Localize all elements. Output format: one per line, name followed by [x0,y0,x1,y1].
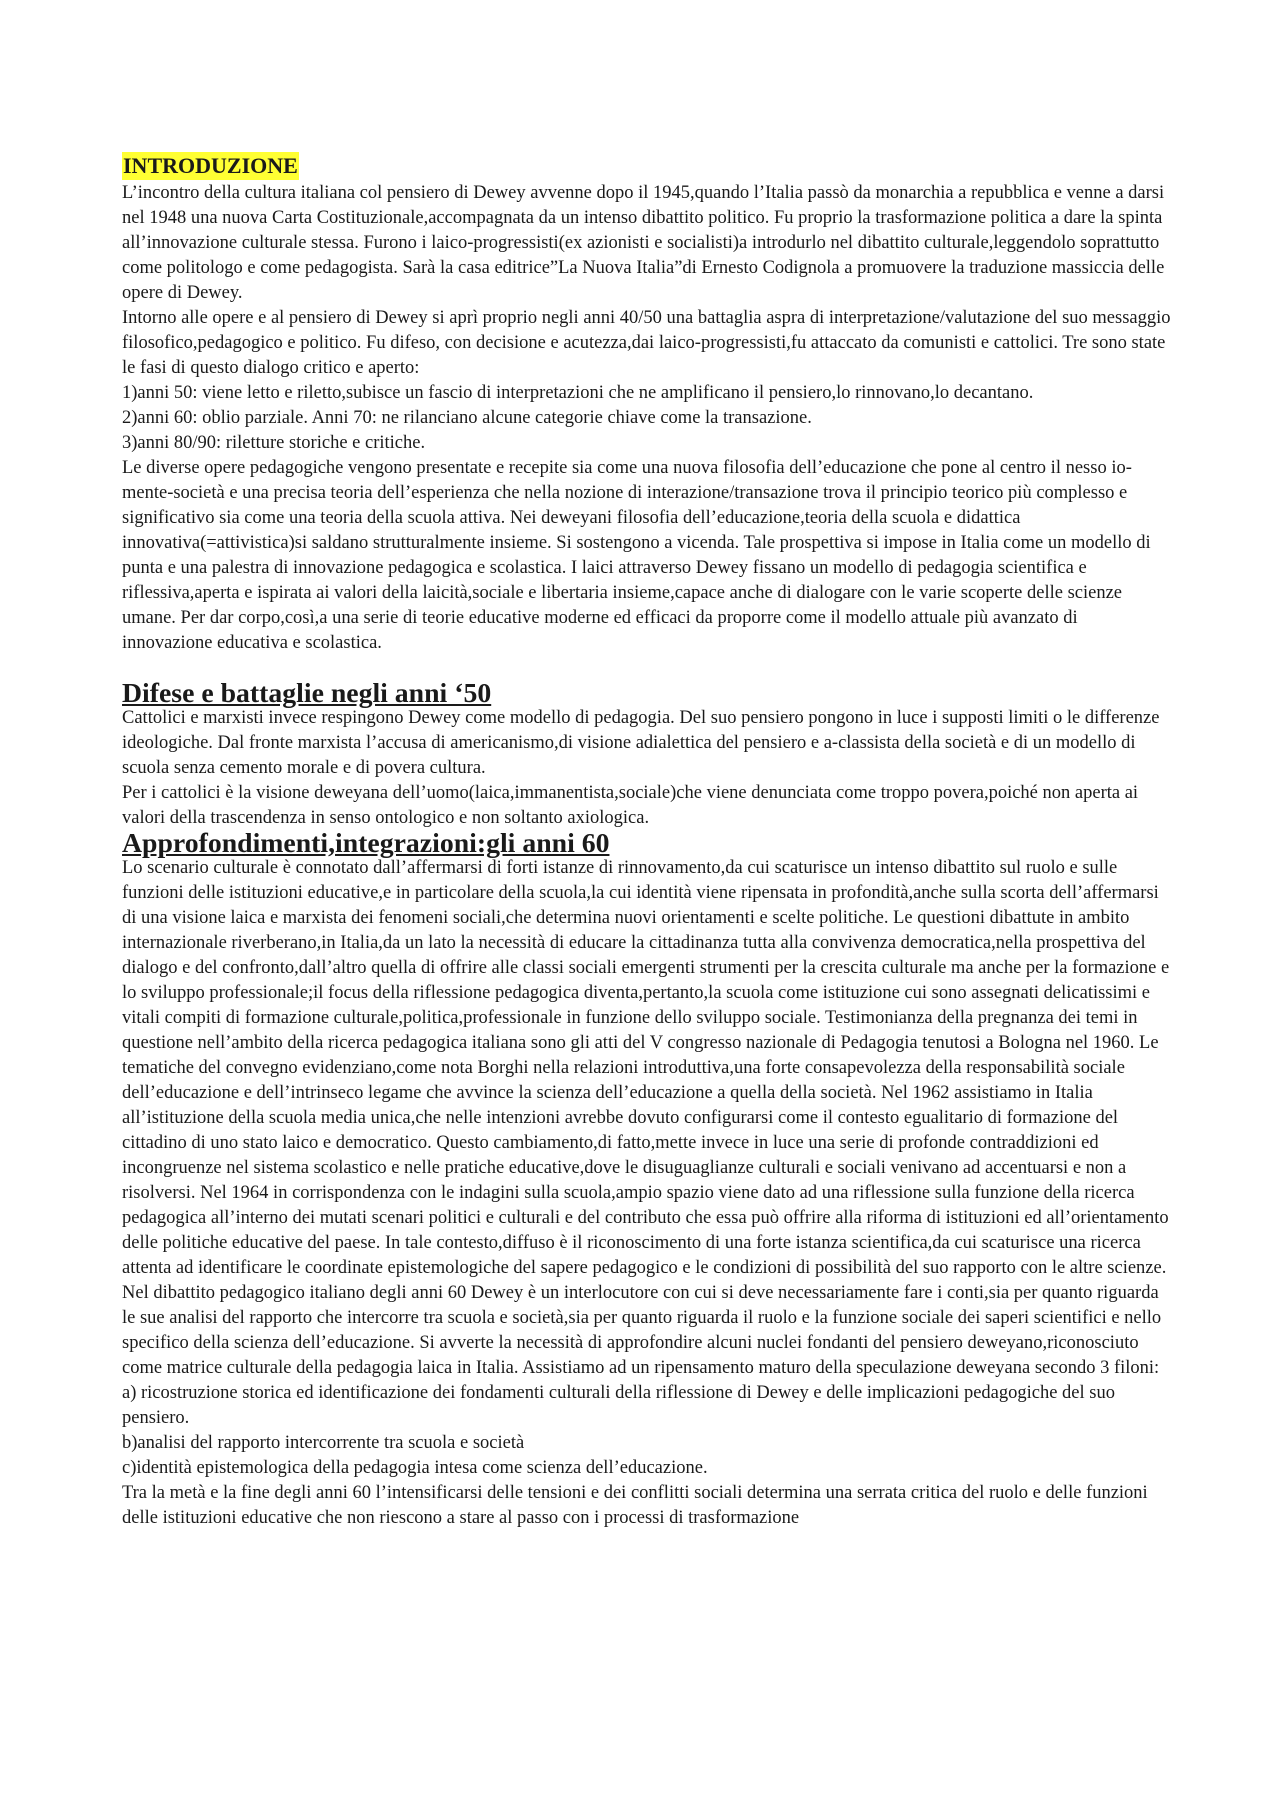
intro-paragraph: L’incontro della cultura italiana col pensiero di Dewey avvenne dopo il 1945,quando l’Italia passò da monarchia a repubblica e venne a darsi nel 1948 una nuova Carta Costituzionale,accompagnata da un intenso dibattito politico. Fu proprio la trasformazione politica a dare la spinta all’innovazione culturale stessa. Furono i laico-progressisti(ex azionisti e socialisti)a introdurlo nel dibattito culturale,leggendolo soprattutto come politologo e come pedagogista. Sarà la casa editrice”La Nuova Italia”di Ernesto Codignola a promuovere la traduzione massiccia delle opere di Dewey. [122,183,1165,303]
intro-list-item: 1)anni 50: viene letto e riletto,subisce un fascio di interpretazioni che ne amplificano il pensiero,lo rinnovano,lo decantano. [122,383,1034,403]
section-paragraph: Per i cattolici è la visione deweyana dell’uomo(laica,immanentista,sociale)che viene denunciata come troppo povera,poiché non aperta ai valori della trascendenza in senso ontologico e non soltanto axiologica. [122,783,1139,828]
document-page [122,152,1172,1531]
section-insights-60s [122,828,1172,1531]
intro-list-item: 2)anni 60: oblio parziale. Anni 70: ne rilanciano alcune categorie chiave come la transazione. [122,408,812,428]
section-paragraph: Lo scenario culturale è connotato dall’affermarsi di forti istanze di rinnovamento,da cui scaturisce un intenso dibattito sul ruolo e sulle funzioni delle istituzioni educative,e in particolare della scuola,la cui identità viene ripensata in profondità,anche sulla scorta dell’affermarsi di una visione laica e marxista dei fenomeni sociali,che determina nuovi orientamenti e scelte politiche. Le questioni dibattute in ambito internazionale riverberano,in Italia,da un lato la necessità di educare la cittadinanza tutta alla convivenza democratica,nella prospettiva del dialogo e del confronto,dall’altro quella di offrire alle classi sociali emergenti strumenti per la crescita culturale ma anche per la formazione e lo sviluppo professionale;il focus della riflessione pedagogica diventa,pertanto,la scuola come istituzione cui sono assegnati delicatissimi e vitali compiti di formazione culturale,politica,professionale in funzione dello sviluppo sociale. Testimonianza della pregnanza dei temi in questione nell’ambito della ricerca pedagogica italiana sono gli atti del V congresso nazionale di Pedagogia tenutosi a Bologna nel 1960. Le tematiche del convegno evidenziano,come nota Borghi nella relazioni introduttiva,una forte consapevolezza della responsabilità sociale dell’educazione e dell’intrinseco legame che avvince la scienza dell’educazione a quella della società. Nel 1962 assistiamo in Italia all’istituzione della scuola media unica,che nelle intenzioni avrebbe dovuto configurarsi come il contesto egualitario di formazione del cittadino di uno stato laico e democratico. Questo cambiamento,di fatto,mette invece in luce una serie di profonde contraddizioni ed incongruenze nel sistema scolastico e nelle pratiche educative,dove le disuguaglianze culturali e sociali venivano ad accentuarsi e non a risolversi. Nel 1964 in corrispondenza con le indagini sulla scuola,ampio spazio viene dato ad una riflessione sulla funzione della ricerca pedagogica all’interno dei mutati scenari politici e culturali e del contributo che essa può offrire alla riforma di istituzioni ed all’orientamento delle politiche educative del paese. In tale contesto,diffuso è il riconoscimento di una forte istanza scientifica,da cui scaturisce una ricerca attenta ad identificare le coordinate epistemologiche del sapere pedagogico e le condizioni di possibilità del suo rapporto con le altre scienze. Nel dibattito pedagogico italiano degli anni 60 Dewey è un interlocutore con cui si deve necessariamente fare i conti,sia per quanto riguarda le sue analisi del rapporto che intercorre tra scuola e società,sia per quanto riguarda il ruolo e la funzione sociale dei saperi scientifici e nello specifico della scienza dell’educazione. Si avverte la necessità di approfondire alcuni nuclei fondanti del pensiero deweyano,riconosciuto come matrice culturale della pedagogia laica in Italia. Assistiamo ad un ripensamento maturo della speculazione deweyana secondo 3 filoni: [122,858,1170,1378]
section-list-item: a) ricostruzione storica ed identificazione dei fondamenti culturali della riflessione di Dewey e delle implicazioni pedagogiche del suo pensiero. [122,1383,1115,1428]
document-title: INTRODUZIONE [123,153,298,178]
section-defenses-50s [122,678,1172,831]
section-list-item: b)analisi del rapporto intercorrente tra scuola e società [122,1433,525,1453]
section-paragraph: Cattolici e marxisti invece respingono Dewey come modello di pedagogia. Del suo pensiero pongono in luce i supposti limiti o le differenze ideologiche. Dal fronte marxista l’accusa di americanismo,di visione adialettica del pensiero e a-classista della società e di un modello di scuola senza cemento morale e di povera cultura. [122,708,1160,778]
intro-paragraph: Le diverse opere pedagogiche vengono presentate e recepite sia come una nuova filosofia dell’educazione che pone al centro il nesso io-mente-società e una precisa teoria dell’esperienza che nella nozione di interazione/transazione trova il principio teorico più complesso e significativo sia come una teoria della scuola attiva. Nei deweyani filosofia dell’educazione,teoria della scuola e didattica innovativa(=attivistica)si saldano strutturalmente insieme. Si sostengono a vicenda. Tale prospettiva si impose in Italia come un modello di punta e una palestra di innovazione pedagogica e scolastica. I laici attraverso Dewey fissano un modello di pedagogia scientifica e riflessiva,aperta e ispirata ai valori della laicità,sociale e libertaria insieme,capace anche di dialogare con le varie scoperte delle scienze umane. Per dar corpo,così,a una serie di teorie educative moderne ed efficaci da proporre come il modello attuale più avanzato di innovazione educativa e scolastica. [122,458,1151,653]
section-list-item: c)identità epistemologica della pedagogia intesa come scienza dell’educazione. [122,1458,708,1478]
intro-section [122,181,1172,656]
section-heading: Difese e battaglie negli anni ‘50 [122,678,492,709]
section-heading: Approfondimenti,integrazioni:gli anni 60 [122,828,610,859]
intro-paragraph: Intorno alle opere e al pensiero di Dewey si aprì proprio negli anni 40/50 una battaglia aspra di interpretazione/valutazione del suo messaggio filosofico,pedagogico e politico. Fu difeso, con decisione e acutezza,dai laico-progressisti,fu attaccato da comunisti e cattolici. Tre sono state le fasi di questo dialogo critico e aperto: [122,308,1171,378]
section-paragraph: Tra la metà e la fine degli anni 60 l’intensificarsi delle tensioni e dei conflitti sociali determina una serrata critica del ruolo e delle funzioni delle istituzioni educative che non riescono a stare al passo con i processi di trasformazione [122,1483,1148,1528]
intro-list-item: 3)anni 80/90: riletture storiche e critiche. [122,433,426,453]
